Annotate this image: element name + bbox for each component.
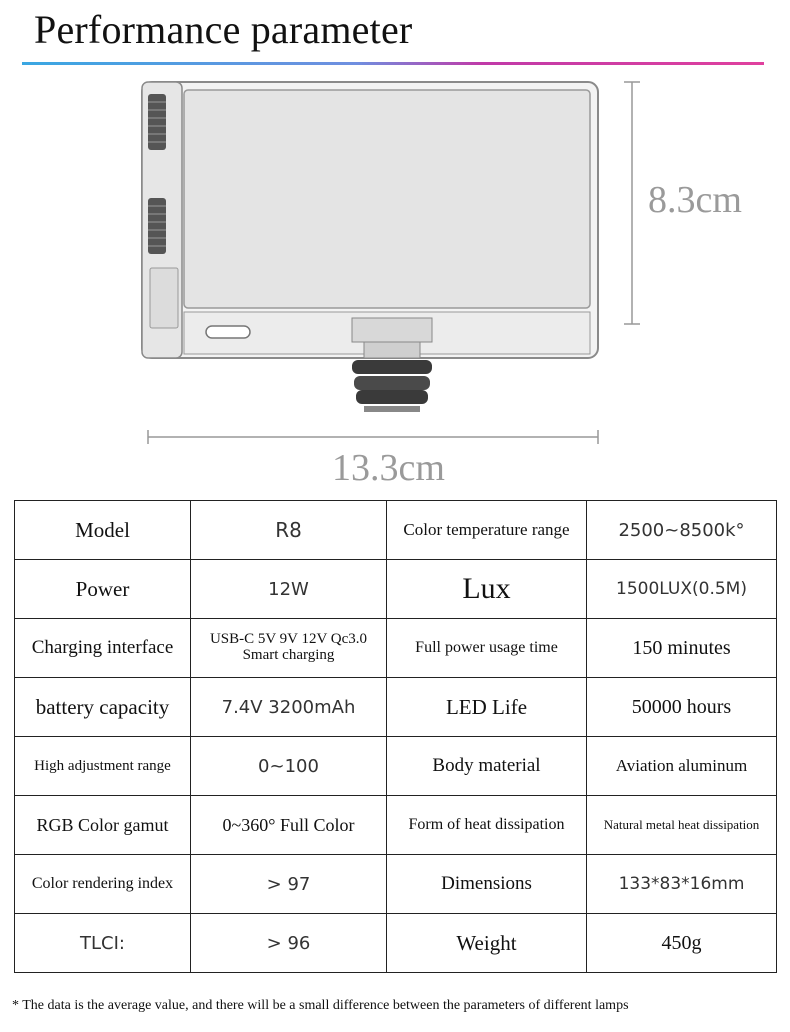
spec-value — [191, 619, 387, 678]
spec-label: Color temperature range — [387, 501, 587, 560]
spec-value: 1500LUX(0.5M) — [587, 560, 777, 619]
table-row — [15, 796, 777, 855]
spec-label: Power — [15, 560, 191, 619]
spec-label: Form of heat dissipation — [387, 796, 587, 855]
spec-label: Full power usage time — [387, 619, 587, 678]
spec-value: 133*83*16mm — [587, 855, 777, 914]
width-dimension-label: 13.3cm — [332, 447, 445, 489]
spec-value: Aviation aluminum — [587, 737, 777, 796]
height-dimension-label: 8.3cm — [648, 179, 742, 221]
spec-label: Body material — [387, 737, 587, 796]
spec-value: > 97 — [191, 855, 387, 914]
spec-label: Dimensions — [387, 855, 587, 914]
spec-label: battery capacity — [15, 678, 191, 737]
table-row — [15, 914, 777, 973]
spec-value: Natural metal heat dissipation — [587, 796, 777, 855]
table-row — [15, 501, 777, 560]
spec-label: LED Life — [387, 678, 587, 737]
spec-label: High adjustment range — [15, 737, 191, 796]
table-row — [15, 737, 777, 796]
spec-value: 450g — [587, 914, 777, 973]
spec-value: 0~100 — [191, 737, 387, 796]
spec-label: Model — [15, 501, 191, 560]
spec-value: 50000 hours — [587, 678, 777, 737]
spec-value: 2500~8500k° — [587, 501, 777, 560]
spec-label: RGB Color gamut — [15, 796, 191, 855]
spec-value-line: Smart charging — [242, 647, 335, 663]
spec-label: Charging interface — [15, 619, 191, 678]
product-illustration — [120, 72, 680, 492]
spec-value: 7.4V 3200mAh — [191, 678, 387, 737]
knob-bottom — [148, 198, 166, 254]
spec-label: Color rendering index — [15, 855, 191, 914]
spec-value: > 96 — [191, 914, 387, 973]
spec-label: Lux — [387, 560, 587, 619]
title-underline — [22, 62, 764, 65]
table-row — [15, 678, 777, 737]
knob-top — [148, 94, 166, 150]
spec-value: 12W — [191, 560, 387, 619]
spec-label: Weight — [387, 914, 587, 973]
table-row — [15, 560, 777, 619]
table-row — [15, 855, 777, 914]
spec-value: 0~360° Full Color — [191, 796, 387, 855]
spec-value-line: USB-C 5V 9V 12V Qc3.0 — [209, 631, 368, 648]
spec-label: TLCI: — [15, 914, 191, 973]
table-row — [15, 619, 777, 678]
page-title: Performance parameter — [34, 7, 413, 52]
footnote: * The data is the average value, and there will be a small difference between the parameters of different lamps — [12, 998, 629, 1013]
spec-value: R8 — [191, 501, 387, 560]
spec-value: 150 minutes — [587, 619, 777, 678]
spec-table — [14, 500, 777, 973]
